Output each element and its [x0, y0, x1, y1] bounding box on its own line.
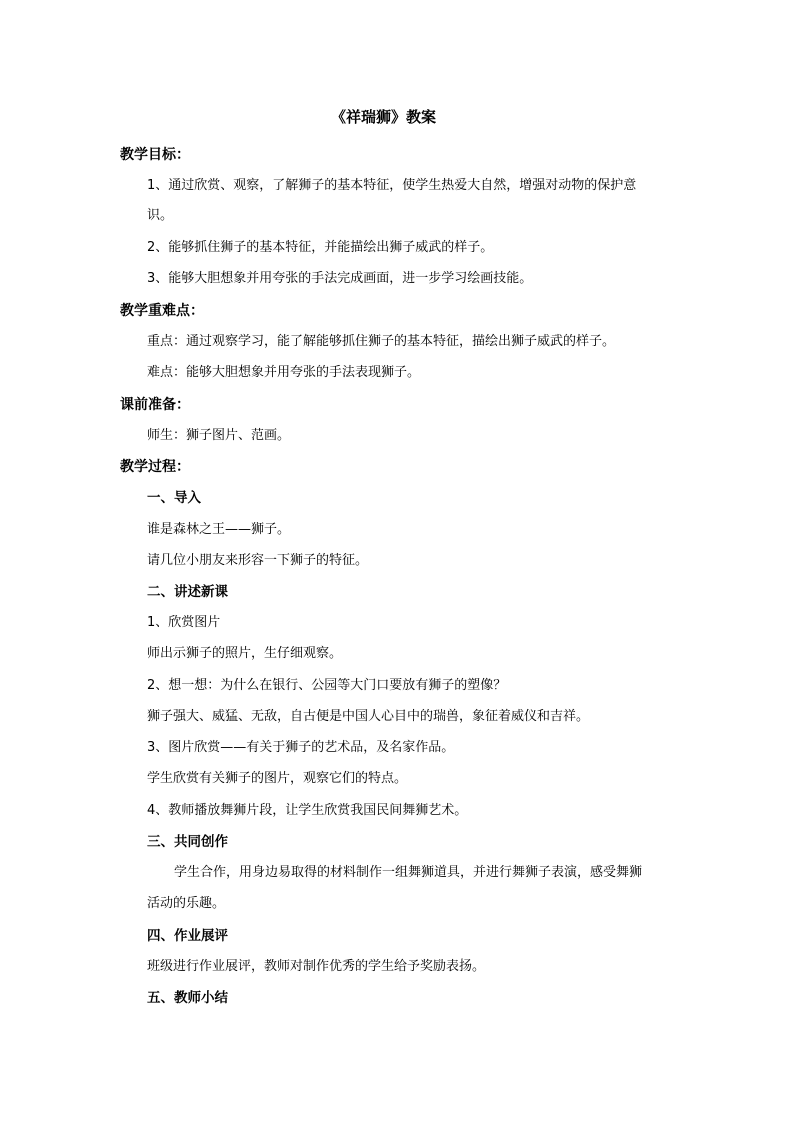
- difficult-point-item: 难点：能够大胆想象并用夸张的手法表现狮子。: [147, 365, 421, 380]
- section-heading-process: 教学过程：: [120, 459, 190, 475]
- process-part2-item-5: 3、图片欣赏——有关于狮子的艺术品，及名家作品。: [147, 740, 455, 755]
- process-part4-heading: 四、作业展评: [147, 928, 228, 944]
- goal-item-1-cont: 识。: [147, 208, 174, 223]
- goal-item-2: 2、能够抓住狮子的基本特征，并能描绘出狮子威武的样子。: [147, 240, 494, 255]
- process-part2-item-2: 师出示狮子的照片，生仔细观察。: [147, 646, 343, 661]
- goal-item-3: 3、能够大胆想象并用夸张的手法完成画面，进一步学习绘画技能。: [147, 271, 533, 286]
- preparation-item: 师生：狮子图片、范画。: [147, 428, 291, 443]
- process-part3-heading: 三、共同创作: [147, 834, 228, 850]
- process-part1-item-1: 谁是森林之王——狮子。: [147, 522, 291, 537]
- process-part2-item-7: 4、教师播放舞狮片段，让学生欣赏我国民间舞狮艺术。: [147, 803, 468, 818]
- process-part1-item-2: 请几位小朋友来形容一下狮子的特征。: [147, 553, 369, 568]
- process-part2-item-6: 学生欣赏有关狮子的图片，观察它们的特点。: [147, 771, 408, 786]
- process-part2-item-3: 2、想一想：为什么在银行、公园等大门口要放有狮子的塑像？: [147, 678, 507, 693]
- process-part2-item-4: 狮子强大、威猛、无敌，自古便是中国人心目中的瑞兽，象征着威仪和吉祥。: [147, 709, 590, 724]
- section-heading-key-points: 教学重难点：: [120, 303, 204, 319]
- process-part2-item-1: 1、欣赏图片: [147, 615, 221, 630]
- document-title: 《祥瑞狮》教案: [331, 108, 437, 126]
- section-heading-goals: 教学目标：: [120, 147, 190, 163]
- process-part4-item-1: 班级进行作业展评，教师对制作优秀的学生给予奖励表扬。: [147, 959, 486, 974]
- key-point-item: 重点：通过观察学习，能了解能够抓住狮子的基本特征，描绘出狮子威武的样子。: [147, 334, 616, 349]
- section-heading-preparation: 课前准备：: [120, 397, 190, 413]
- process-part5-heading: 五、教师小结: [147, 990, 228, 1006]
- process-part2-heading: 二、讲述新课: [147, 584, 228, 600]
- process-part3-item-1-cont: 活动的乐趣。: [147, 896, 226, 911]
- goal-item-1: 1、通过欣赏、观察，了解狮子的基本特征，使学生热爱大自然，增强对动物的保护意: [147, 178, 637, 193]
- process-part3-item-1: 学生合作，用身边易取得的材料制作一组舞狮道具，并进行舞狮子表演，感受舞狮: [174, 865, 643, 880]
- process-part1-heading: 一、导入: [147, 490, 201, 506]
